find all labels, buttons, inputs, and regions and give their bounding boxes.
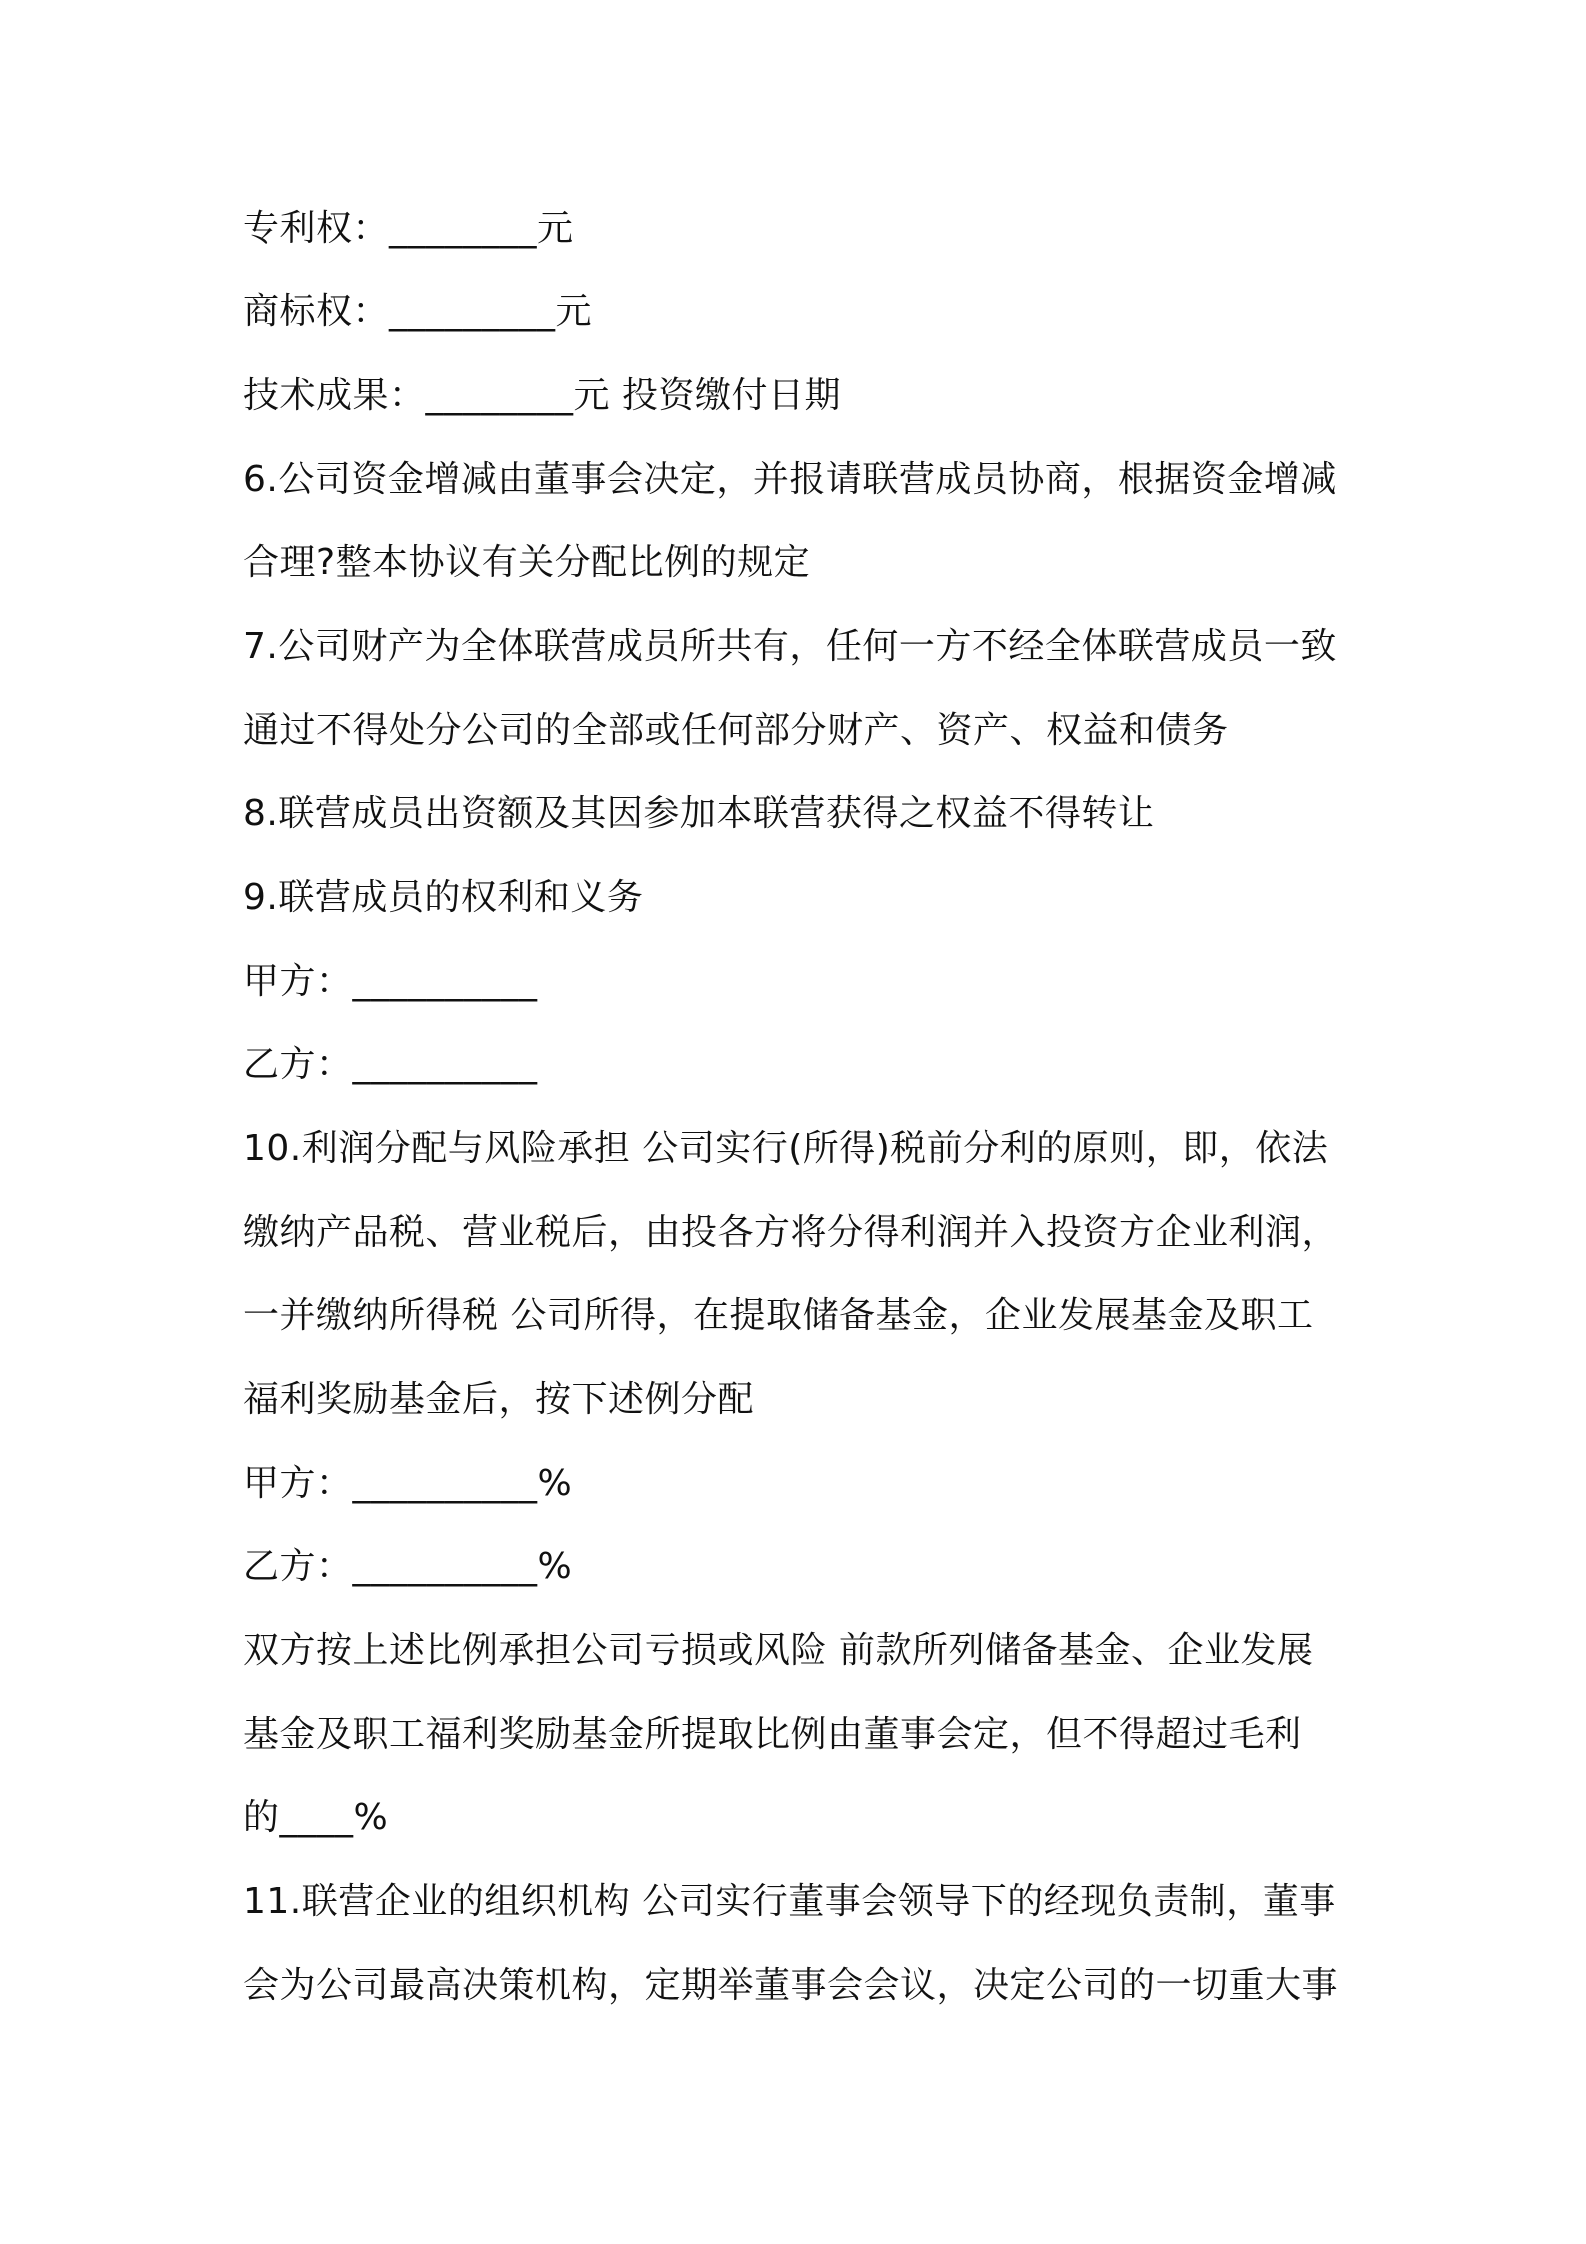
text-line: 11.联营企业的组织机构 公司实行董事会领导下的经现负责制，董事 xyxy=(243,1881,1336,1922)
text-line: 通过不得处分公司的全部或任何部分财产、资产、权益和债务 xyxy=(243,710,1229,751)
text-line: 乙方：__________% xyxy=(243,1546,573,1587)
text-line: 专利权：________元 xyxy=(243,208,574,249)
text-line: 缴纳产品税、营业税后，由投各方将分得利润并入投资方企业利润， xyxy=(243,1212,1339,1253)
text-line: 10.利润分配与风险承担 公司实行(所得)税前分利的原则，即，依法 xyxy=(243,1128,1329,1169)
text-line: 一并缴纳所得税 公司所得，在提取储备基金，企业发展基金及职工 xyxy=(243,1295,1314,1336)
text-line: 8.联营成员出资额及其因参加本联营获得之权益不得转让 xyxy=(243,793,1155,834)
text-line: 的____% xyxy=(243,1797,389,1838)
text-line: 双方按上述比例承担公司亏损或风险 前款所列储备基金、企业发展 xyxy=(243,1630,1314,1671)
text-line: 会为公司最高决策机构，定期举董事会会议，决定公司的一切重大事 xyxy=(243,1965,1339,2006)
text-line: 甲方：__________% xyxy=(243,1463,573,1504)
text-line: 6.公司资金增减由董事会决定，并报请联营成员协商，根据资金增减 xyxy=(243,459,1337,500)
text-line: 7.公司财产为全体联营成员所共有，任何一方不经全体联营成员一致 xyxy=(243,626,1337,667)
text-line: 9.联营成员的权利和义务 xyxy=(243,877,644,918)
text-line: 基金及职工福利奖励基金所提取比例由董事会定，但不得超过毛利 xyxy=(243,1714,1302,1755)
text-line: 技术成果：________元 投资缴付日期 xyxy=(243,375,841,416)
text-line: 合理?整本协议有关分配比例的规定 xyxy=(243,542,811,583)
text-line: 商标权：_________元 xyxy=(243,291,593,332)
text-line: 甲方：__________ xyxy=(243,961,538,1002)
text-line: 乙方：__________ xyxy=(243,1044,538,1085)
text-line: 福利奖励基金后，按下述例分配 xyxy=(243,1379,755,1420)
